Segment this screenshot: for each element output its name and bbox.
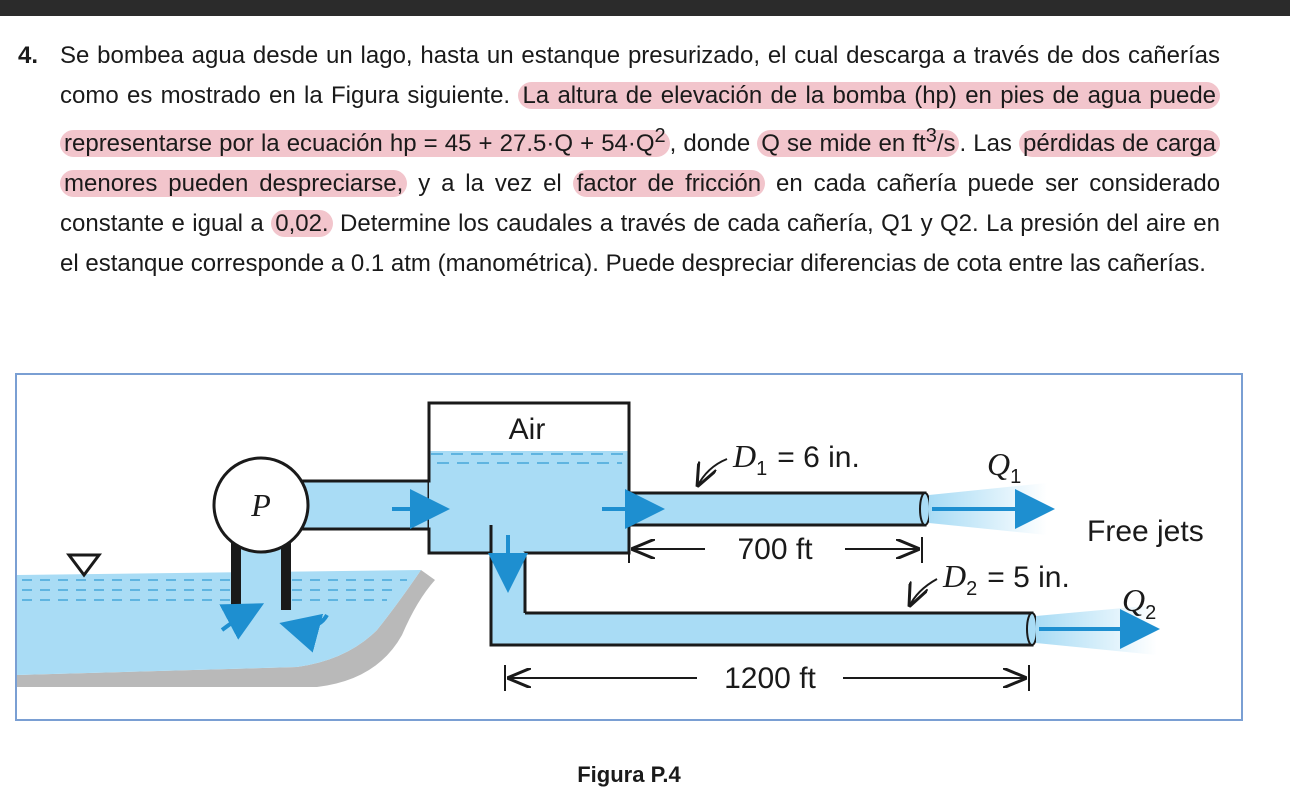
length-pipe-1: 700 ft: [737, 533, 813, 566]
figure-p4: [15, 373, 1243, 721]
q2-label: Q2: [1122, 582, 1157, 624]
text-segment: y a la vez el: [418, 170, 562, 197]
free-jets-label: Free jets: [1087, 515, 1204, 548]
pipe-1-outlet: [920, 493, 930, 525]
d2-label: D2 = 5 in.: [943, 558, 1070, 600]
pipe-2-outlet: [1027, 613, 1037, 645]
d1-leader: [697, 459, 727, 487]
text-segment: Determine los caudales a través de cada cañería, Q1 y Q2. La presión del aire en el estanque corresponde a 0.1 atm (manométrica). Puede despreciar diferencias de cota entre las cañerías.: [60, 210, 1220, 277]
pipe-system-diagram: [17, 375, 1241, 719]
d1-label: D1 = 6 in.: [733, 438, 860, 480]
q1-label: Q1: [987, 446, 1022, 488]
text-segment: en cada cañería puede ser considerado constante e igual a: [60, 170, 1221, 237]
highlight-minor-losses: pérdidas de carga menores pueden despreciarse,: [60, 130, 1220, 197]
top-bar: [0, 0, 1290, 16]
text-segment: Se bombea agua desde un lago, hasta un estanque presurizado, el cual descarga a través de dos cañerías como es mostrado en la Figura siguiente.: [60, 42, 1220, 109]
problem-statement: [60, 36, 1220, 284]
pipe-1: [629, 493, 925, 525]
highlight-units: Q se mide en $ft^3/s$: [757, 130, 959, 157]
highlight-friction-value: 0,02.: [271, 210, 332, 237]
highlight-friction-factor: factor de fricción: [573, 170, 766, 197]
text-segment: . Las: [959, 130, 1012, 157]
highlight-pump-head: La altura de elevación de la bomba (hp) en pies de agua puede representarse por la ecuación hp = $45 + 27.5\cdot Q + 54\cdot Q^2$: [60, 82, 1220, 157]
length-pipe-2: 1200 ft: [724, 662, 816, 695]
water-level-icon: [69, 555, 99, 575]
figure-caption: Figura P.4: [577, 762, 681, 787]
text-segment: , donde: [669, 130, 751, 157]
air-label: Air: [508, 413, 546, 446]
d2-leader: [909, 579, 937, 607]
pump-label: P: [251, 487, 271, 523]
problem-number: 4.: [18, 42, 39, 69]
